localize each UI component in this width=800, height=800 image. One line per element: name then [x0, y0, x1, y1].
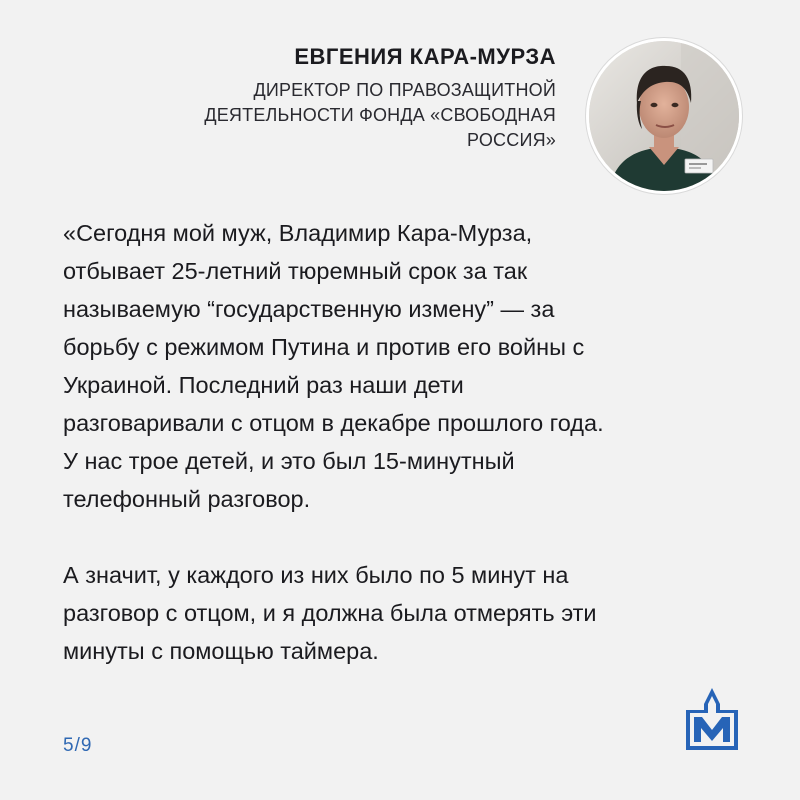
- m-logo-icon: [684, 686, 740, 752]
- quote-line: Украиной. Последний раз наши дети: [63, 372, 464, 398]
- page-counter: 5/9: [63, 735, 93, 756]
- quote-line: телефонный разговор.: [63, 486, 311, 512]
- quote-text: [63, 214, 753, 670]
- quote-line: разговор с отцом, и я должна была отмерять эти: [63, 600, 597, 626]
- quote-paragraph: [63, 214, 753, 518]
- speaker-role-line: РОССИЯ»: [467, 130, 556, 150]
- quote-line: «Сегодня мой муж, Владимир Кара-Мурза,: [63, 220, 533, 246]
- quote-line: А значит, у каждого из них было по 5 минут на: [63, 562, 569, 588]
- speaker-name: ЕВГЕНИЯ КАРА-МУРЗА: [294, 44, 556, 69]
- avatar: [586, 38, 742, 194]
- speaker-role-line: ДИРЕКТОР ПО ПРАВОЗАЩИТНОЙ: [253, 80, 556, 100]
- speaker-role-line: ДЕЯТЕЛЬНОСТИ ФОНДА «СВОБОДНАЯ: [204, 105, 556, 125]
- speaker-role: [116, 78, 556, 153]
- slide-header: [0, 0, 800, 200]
- quote-paragraph: [63, 556, 753, 670]
- quote-line: отбывает 25-летний тюремный срок за так: [63, 258, 528, 284]
- quote-line: борьбу с режимом Путина и против его войны с: [63, 334, 585, 360]
- quote-line: разговаривали с отцом в декабре прошлого года.: [63, 410, 604, 436]
- quote-line: называемую “государственную измену” — за: [63, 296, 555, 322]
- quote-line: У нас трое детей, и это был 15-минутный: [63, 448, 515, 474]
- quote-line: минуты с помощью таймера.: [63, 638, 379, 664]
- speaker-portrait: [589, 41, 739, 191]
